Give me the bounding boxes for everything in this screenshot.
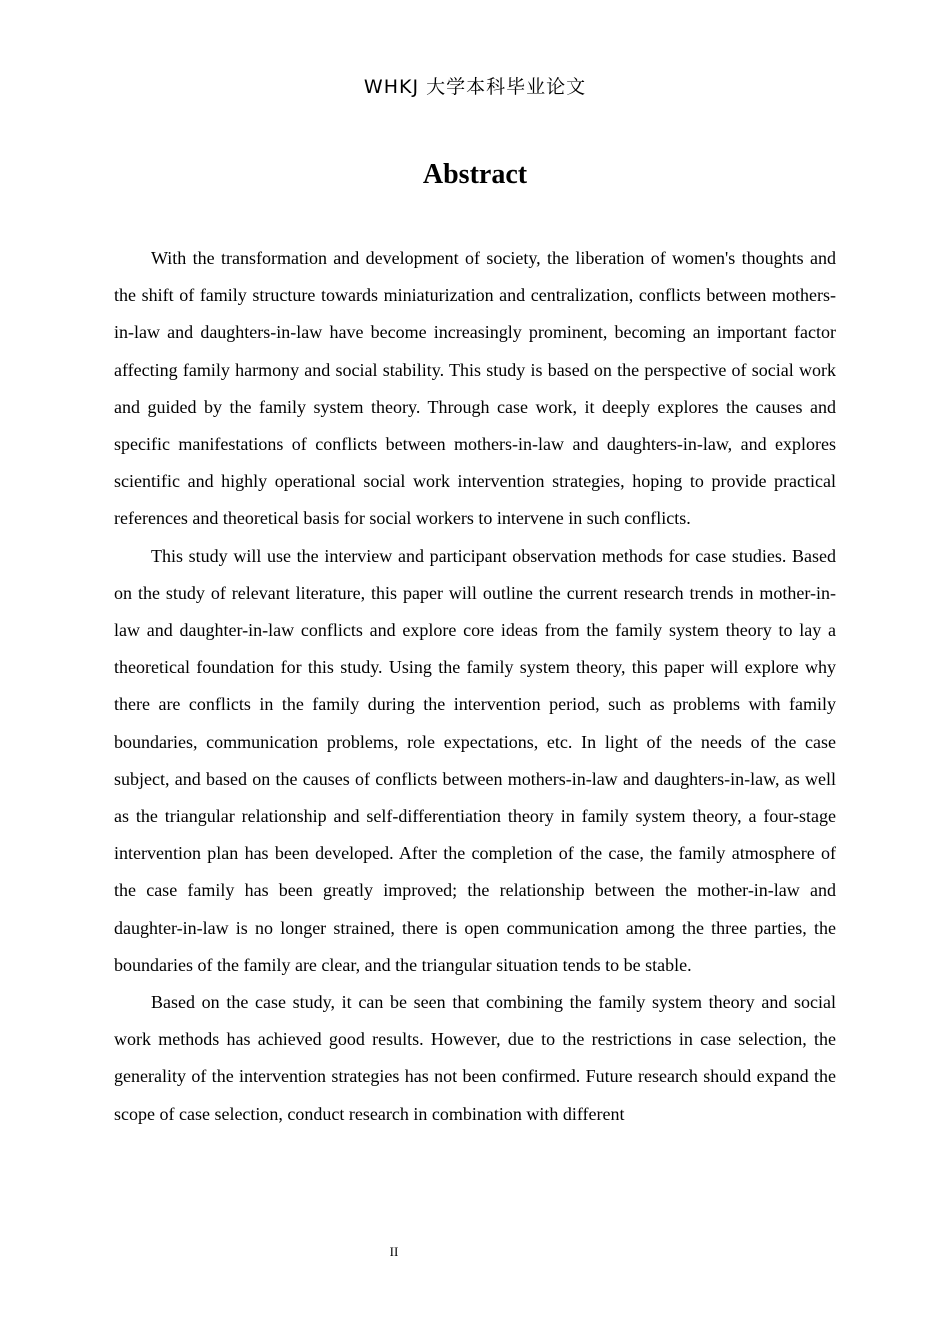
paragraph-2: This study will use the interview and participant observation methods for case studies. Based on the study of relevant literature, this paper will outline the current research trends in mother-in-law and daughter-in-law conflicts and explore core ideas from the family system theory to lay a theoretical foundation for this study. Using the family system theory, this paper will explore why there are conflicts in the family during the intervention period, such as problems with family boundaries, communication problems, role expectations, etc. In light of the needs of the case subject, and based on the causes of conflicts between mothers-in-law and daughters-in-law, as well as the triangular relationship and self-differentiation theory in family system theory, a four-stage intervention plan has been developed. After the completion of the case, the family atmosphere of the case family has been greatly improved; the relationship between the mother-in-law and daughter-in-law is no longer strained, there is open communication among the three parties, the boundaries of the family are clear, and the triangular situation tends to be stable.: [114, 545, 836, 975]
paragraph-1: With the transformation and development of society, the liberation of women's thoughts and the shift of family structure towards miniaturization and centralization, conflicts between mothers-in-law and daughters-in-law have become increasingly prominent, becoming an important factor affecting family harmony and social stability. This study is based on the perspective of social work and guided by the family system theory. Through case work, it deeply explores the causes and specific manifestations of conflicts between mothers-in-law and daughters-in-law, and explores scientific and highly operational social work intervention strategies, hoping to provide practical references and theoretical basis for social workers to intervene in such conflicts.: [114, 248, 836, 529]
running-header: WHKJ 大学本科毕业论文: [363, 76, 587, 98]
abstract-body: [114, 240, 836, 1133]
paragraph-3: Based on the case study, it can be seen that combining the family system theory and social work methods has achieved good results. However, due to the restrictions in case selection, the generality of the intervention strategies has not been confirmed. Future research should expand the scope of case selection, conduct research in combination with different: [114, 992, 836, 1124]
page-title: Abstract: [422, 159, 528, 190]
page-number: II: [389, 1244, 399, 1259]
